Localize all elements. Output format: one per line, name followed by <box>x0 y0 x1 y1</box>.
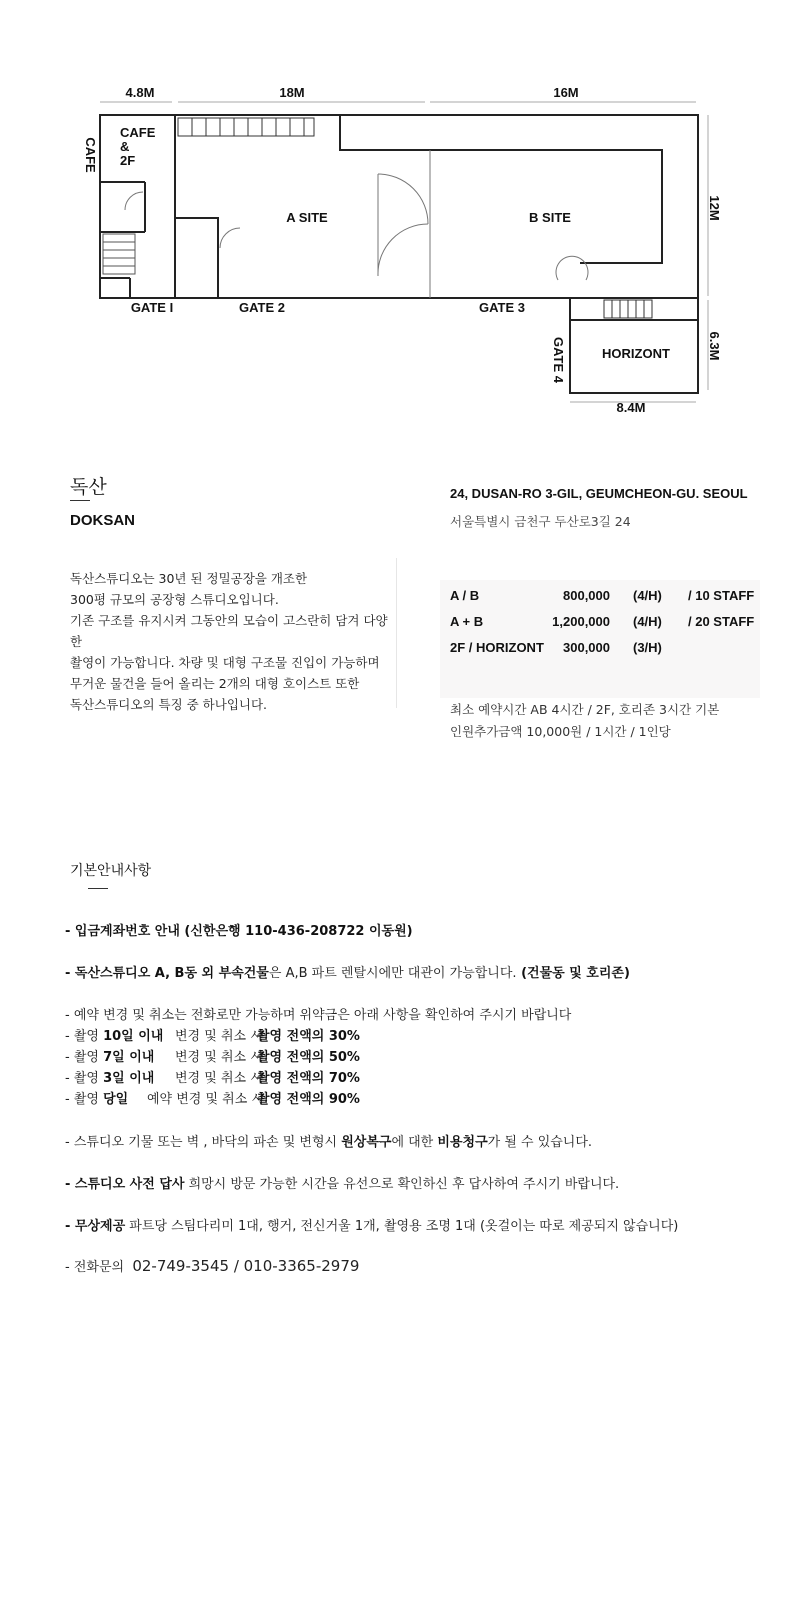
damage-bold: 비용청구 <box>437 1135 488 1150</box>
free-bold: - 무상제공 <box>65 1219 126 1234</box>
studio-name-en: DOKSAN <box>70 512 136 529</box>
notice-title: 기본안내사항 <box>70 863 152 879</box>
account-text: - 입금계좌번호 안내 (신한은행 110-436-208722 이동원) <box>65 924 413 939</box>
price-value: 300,000 <box>563 640 610 655</box>
description-line: 촬영이 가능합니다. 차량 및 대형 구조물 진입이 가능하며 <box>70 655 380 670</box>
cancel-mid: 변경 및 취소 시 <box>175 1029 263 1044</box>
damage-bold: 원상복구 <box>341 1135 392 1150</box>
label-b-site: B SITE <box>529 210 571 225</box>
notice-visit <box>65 1173 619 1192</box>
notice-annex <box>65 962 630 981</box>
label-cafe-side: CAFE <box>83 137 98 173</box>
notice-free <box>65 1215 678 1234</box>
cancel-row <box>65 1025 360 1044</box>
dim-a-width: 18M <box>279 85 305 100</box>
stairs-horizont <box>604 300 652 318</box>
price-staff: / 10 STAFF <box>688 588 755 603</box>
stairs-cafe <box>103 234 135 274</box>
label-gate3: GATE 3 <box>479 300 525 315</box>
label-gate1: GATE I <box>130 300 174 315</box>
cancel-pre: - 촬영 <box>65 1071 104 1086</box>
cancel-fee: 촬영 전액의 30% <box>257 1029 360 1044</box>
description-line: 무거운 물건을 들어 올리는 2개의 대형 호이스트 또한 <box>70 676 360 691</box>
notice-account <box>65 920 413 939</box>
damage-text: 가 될 수 있습니다. <box>487 1135 593 1150</box>
damage-text: 에 대한 <box>391 1135 438 1150</box>
description-line: 독산스튜디오는 30년 된 정밀공장을 개조한 <box>70 571 308 586</box>
description-line: 기존 구조를 유지시켜 그동안의 모습이 고스란히 담겨 다양한 <box>70 613 388 649</box>
stairs-top <box>178 118 314 136</box>
label-a-site: A SITE <box>286 210 328 225</box>
label-cafe-line1: CAFE <box>120 125 156 140</box>
annex-text: 은 A,B 파트 렌탈시에만 대관이 가능합니다. <box>268 966 517 981</box>
price-value: 1,200,000 <box>552 614 610 629</box>
annex-bold: - 독산스튜디오 A, B동 외 부속건물 <box>65 966 269 981</box>
address-en: 24, DUSAN-RO 3-GIL, GEUMCHEON-GU. SEOUL <box>450 486 748 501</box>
visit-text: 희망시 방문 가능한 시간을 유선으로 확인하신 후 답사하여 주시기 바랍니다. <box>184 1177 620 1192</box>
price-name: 2F / HORIZONT <box>450 640 544 655</box>
cancel-fee: 촬영 전액의 70% <box>257 1071 360 1086</box>
dim-b-width: 16M <box>553 85 579 100</box>
cancel-row <box>65 1088 360 1107</box>
notice-phone <box>65 1256 359 1275</box>
visit-bold: - 스튜디오 사전 답사 <box>65 1177 185 1192</box>
cancel-mid: 변경 및 취소 시 <box>175 1050 263 1065</box>
damage-text: - 스튜디오 기물 또는 벽 , 바닥의 파손 및 변형시 <box>65 1135 342 1150</box>
price-unit: (3/H) <box>633 640 662 655</box>
notice-cancel-intro: - 예약 변경 및 취소는 전화로만 가능하며 위약금은 아래 사항을 확인하여 주시기 바랍니다 <box>65 1008 572 1023</box>
studio-name-ko: 독산 <box>70 476 107 498</box>
studio-description <box>70 568 390 715</box>
cancel-when: 당일 <box>103 1092 129 1107</box>
dim-depth: 12M <box>707 195 722 221</box>
cancel-mid: 예약 변경 및 취소 시 <box>147 1092 264 1107</box>
dim-cafe-width: 4.8M <box>125 85 155 100</box>
phone-numbers[interactable]: 02-749-3545 / 010-3365-2979 <box>132 1257 360 1275</box>
title-divider <box>70 500 90 501</box>
cancel-when: 10일 이내 <box>103 1029 164 1044</box>
label-cafe-line2: & <box>120 139 130 154</box>
free-text: 파트당 스팀다리미 1대, 행거, 전신거울 1개, 촬영용 조명 1대 (옷걸이는 따로 제공되지 않습니다) <box>125 1219 679 1234</box>
price-row <box>440 614 760 640</box>
phone-label: - 전화문의 <box>65 1260 125 1275</box>
cancel-pre: - 촬영 <box>65 1092 104 1107</box>
cancel-row <box>65 1046 360 1065</box>
description-line: 300평 규모의 공장형 스튜디오입니다. <box>70 592 279 607</box>
notice-damage <box>65 1131 592 1150</box>
price-name: A + B <box>450 614 484 629</box>
description-line: 독산스튜디오의 특징 중 하나입니다. <box>70 697 268 712</box>
price-note-min-time: 최소 예약시간 AB 4시간 / 2F, 호리존 3시간 기본 <box>450 702 720 717</box>
label-horizont: HORIZONT <box>602 346 670 361</box>
price-name: A / B <box>450 588 480 603</box>
cancel-pre: - 촬영 <box>65 1029 104 1044</box>
dim-horizont-depth: 6.3M <box>707 331 722 361</box>
cancel-row <box>65 1067 360 1086</box>
price-value: 800,000 <box>563 588 610 603</box>
cancel-fee: 촬영 전액의 90% <box>257 1092 360 1107</box>
address-ko: 서울특별시 금천구 두산로3길 24 <box>450 514 631 529</box>
label-gate2: GATE 2 <box>239 300 285 315</box>
price-unit: (4/H) <box>633 614 662 629</box>
cancel-when: 3일 이내 <box>103 1071 155 1086</box>
label-gate4: GATE 4 <box>551 337 566 383</box>
price-unit: (4/H) <box>633 588 662 603</box>
cancel-mid: 변경 및 취소 시 <box>175 1071 263 1086</box>
label-cafe-line3: 2F <box>120 153 136 168</box>
dim-horizont-width: 8.4M <box>616 400 646 415</box>
cancel-when: 7일 이내 <box>103 1050 155 1065</box>
notice-divider <box>88 888 108 889</box>
annex-bold-tail: (건물동 및 호리존) <box>516 966 630 981</box>
price-table <box>440 580 760 698</box>
floor-plan <box>0 0 800 430</box>
cancel-fee: 촬영 전액의 50% <box>257 1050 360 1065</box>
price-row <box>440 588 760 614</box>
price-row <box>440 640 760 666</box>
price-note-extra-person: 인원추가금액 10,000원 / 1시간 / 1인당 <box>450 724 671 739</box>
column-divider <box>396 558 397 708</box>
cancel-pre: - 촬영 <box>65 1050 104 1065</box>
plan-doors <box>125 150 588 298</box>
price-staff: / 20 STAFF <box>688 614 755 629</box>
